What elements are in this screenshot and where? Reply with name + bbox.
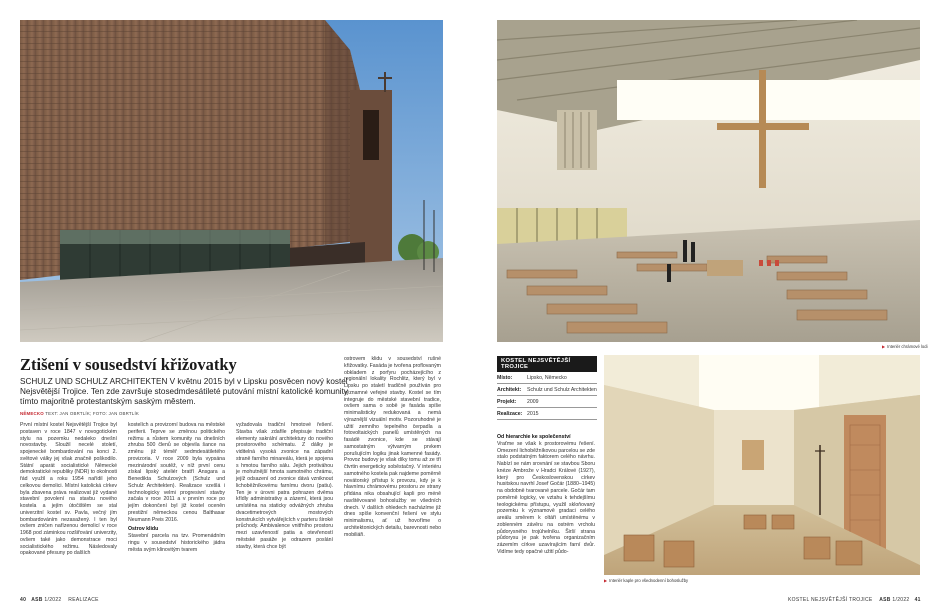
caption-marker-icon: ▶ xyxy=(882,344,886,349)
article-title: Ztišení v sousedství křižovatky xyxy=(20,355,237,374)
article-credit xyxy=(20,411,320,416)
article-lead: SCHULZ UND SCHULZ ARCHITEKTEN V květnu 2015 byl v Lipsku posvěcen nový kostel Nejsvětější Trojice. Ten zde završuje stosedmdesátileté putování místní katolické komunity tímto majoritně protestantským saským městem. xyxy=(20,377,348,407)
subhead-hierarchie: Od hierarchie ke společenství xyxy=(497,434,571,440)
column-1-text: První místní kostel Nejsvětější Trojice byl postaven v roce 1847 v novogotickém stylu na pozemku nedaleko dnešní novostavby. Sloužil necelé století, spojenecké bombardování na konci 2. světové války jej však značně poškodilo. Státní aparát socialistické Německé demokratické republiky (NDR) to okolnosti řád využil a roku 1954 nařídil jeho celkovou demolici. Místní katolická církev byla zbavena práva realizovat již vydané stavební povolení na stavbu nového kostela a jejím útočištěm se stal univerzitní kostel sv. Pavla, večný jím bombardováním nezasažený. I ten byl ovšem zničen nařízenou demolicí v roce 1968 pod záminkou rozšiřování univerzity, ovšem také jako demonstrace moci socialistického režimu. Následovaly opakované přesuny po dalších xyxy=(20,422,117,557)
column-3-text: vyžadovala tradiční hmotové řešení. Stavba však zdařile přepisuje tradiční elementy sakrální architektury do nového prostorového schématu. Z dálky je viditelná vysoká zvonice na západní straně farního minareálu, která je spojena s hmotou farního sálu. Jejich protiváhou je mohutnější hmota samotného chrámu, jejíž odsazení od zvonice dává vzniknout lichoběžníkovému farnímu dvoru (patiu). Ten je v úrovni patra pohrazen dvěma křídly administrativy a zázemí, která jsou umístěna na staticky odvážných zhruba dvacetimetrových mostových konstrukcích vytvářejících v parteru široké průchody. Ambivalence vnitřního prostoru mezi uzavřeností patia a otevřeností městské pasáže je odrazem poslání stavby, která chce být xyxy=(236,422,333,550)
infobox-value: 2009 xyxy=(527,398,539,405)
left-magazine: ASB xyxy=(31,597,43,603)
chapel-photo-illustration xyxy=(604,355,920,575)
infobox-value: 2015 xyxy=(527,410,539,417)
subhead-ostrov-klidu: Ostrov klidu xyxy=(128,526,159,533)
column-4-text: ostrovem klidu v sousedství rušné křižovatky. Fasáda je tvořena proflovaným obkladem z porfyru pocházejícího z regionální lokality Rochlitz, který byl v Lipsku po staletí tradičně používán pro významné veřejné stavby. Kostel se tím integruje do městské stavební tradice, ovšem sama o sobě je fasáda spíše minimalisticky redukovaná a nemá výraznější vizuální motiv. Pozoruhodné je užití zemního tepelného čerpadla a fotovoltaických panelů umístěných na fasádě zvonice, kde se stávají samostatným výtvarným prvkem porušujícím logiku jinak kamenné fasády. Provoz budovy je však díky tomu až ze tří čtvrtin energeticky soběstačný. V interiéru samotného kostela pak najdeme poměrně novátorský přístup k provozu, kdy je k hlavnímu chrámovému prostoru ze strany přidána nika obsahující kapli pro méně navštěvované bohoslužby ve všedních dnech. V dalších ohledech nacházíme již dnes spíše konvenční řešení ve stylu minimalismu, ať už hovoříme o architektonických detailu, barevnosti nebo mobiliáři. xyxy=(344,356,441,538)
nave-photo xyxy=(497,20,920,342)
right-magazine: ASB xyxy=(879,597,891,603)
infobox-row-realization xyxy=(497,408,597,420)
column-5-text: Vraťme se však k prostorovému řešení. Omezení lichoběžníkovou parcelou se zde stalo podstatným faktorem celého návrhu. Nabízí se nám srovnání se stavbou Sboru knéze Ambrože v Hradci Králové (1927), který pro Československou církev husitskou navrhl Josef Gočár (1880–1945) na obdobně tvarované parcele. Gočár tam poměrně logicky, ve vztahu k tehdejšímu teologickému přístupu, využil skloňovaný pozemku k významově gradaci celého areálu směrem k oltáři umístěnému v zoblenném závěru na ostrém vrcholu půdorysného trojúhelníku. Širší strana půdorysu je pak tvořena organizačním zázemím církve uzavírajícím farní dvůr. Vidíme tedy opačné užití půdo- xyxy=(497,440,595,555)
infobox-row-architect xyxy=(497,384,597,396)
infobox-key: Projekt: xyxy=(497,398,517,405)
column-2-text-b: Stavební parcela na tzv. Promenádním ringu v sousedství historického jádra města svým klinovitým tvarem xyxy=(128,533,225,553)
right-folio xyxy=(788,597,921,603)
chapel-photo xyxy=(604,355,920,575)
right-issue: 1/2022 xyxy=(892,597,910,603)
nave-caption xyxy=(882,344,928,349)
infobox-row-location xyxy=(497,372,597,384)
exterior-photo-illustration xyxy=(20,20,443,342)
nave-caption-text: Interiér chrámové lodi xyxy=(887,344,928,349)
left-section: REALIZACE xyxy=(68,597,99,603)
nave-photo-illustration xyxy=(497,20,920,342)
exterior-photo xyxy=(20,20,443,342)
right-page xyxy=(470,0,940,613)
infobox-value: Schulz und Schulz Architekten xyxy=(527,386,597,393)
infobox-key: Architekt: xyxy=(497,386,522,393)
right-title: KOSTEL NEJSVĚTĚJŠÍ TROJICE xyxy=(788,597,873,603)
infobox-key: Místo: xyxy=(497,374,513,381)
text-column-3 xyxy=(236,422,333,550)
text-column-5 xyxy=(497,434,595,556)
infobox-title: KOSTEL NEJSVĚTĚJŠÍ TROJICE xyxy=(497,356,597,372)
left-folio xyxy=(20,597,99,603)
caption-marker-icon: ▶ xyxy=(604,578,608,583)
left-issue: 1/2022 xyxy=(44,597,62,603)
project-infobox xyxy=(497,356,597,420)
infobox-row-project xyxy=(497,396,597,408)
infobox-key: Realizace: xyxy=(497,410,523,417)
credit-country: NĚMECKO xyxy=(20,411,44,416)
column-2-text: kostelích a provizorní budova na městské periferii. Teprve se změnou politického režimu a růstem komunity na dnešních zhruba 500 členů se objevila šance na změnu již téměř sedmdesátiletého provizoria. V roce 2009 byla vypsána mezinárodní soutěž, v níž první cenu získal lipský ateliér bratří Ansgara a Benedikta Schulzových (Schulz und Schulz Architekten). Realizace vzešlá i technologicky velmi progresivní stavby začala v roce 2011 a v prvním roce po jejím dokončení byl již kostel oceněn prestižní německou cenou Balthasar Neumann Preis 2016. xyxy=(128,422,225,523)
text-column-1 xyxy=(20,422,117,557)
chapel-caption-text: Interiér kaple pro všednodenní bohoslužby xyxy=(609,578,689,583)
chapel-caption xyxy=(604,578,688,583)
credit-text: TEXT: JAN OBRTLÍK; FOTO: JAN OBRTLÍK xyxy=(45,411,139,416)
left-page-number: 40 xyxy=(20,597,27,603)
text-column-2 xyxy=(128,422,225,553)
text-column-4 xyxy=(344,356,441,538)
right-page-number: 41 xyxy=(914,597,921,603)
infobox-value: Lipsko, Německo xyxy=(527,374,567,381)
